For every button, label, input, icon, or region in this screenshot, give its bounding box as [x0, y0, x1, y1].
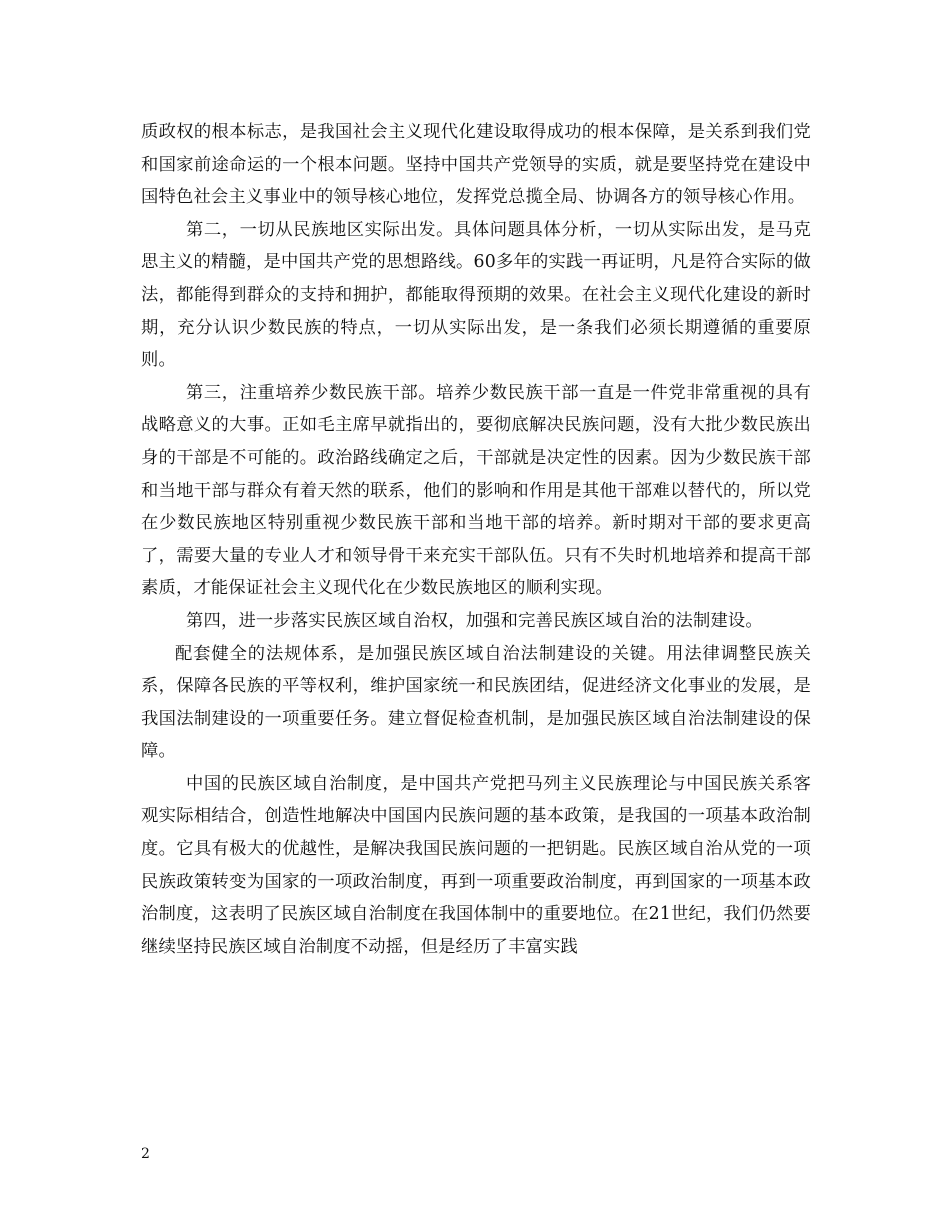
paragraph-point-four: 第四，进一步落实民族区域自治权，加强和完善民族区域自治的法制建设。	[186, 610, 763, 631]
paragraph-point-three: 第三，注重培养少数民族干部。培养少数民族干部一直是一件党非常重视的具有战略意义的大事。正如毛主席早就指出的，要彻底解决民族问题，没有大批少数民族出身的干部是不可能的。政治路线确定之后，干部就是决定性的因素。因为少数民族干部和当地干部与群众有着天然的联系，他们的影响和作用是其他干部难以替代的，所以党在少数民族地区特别重视少数民族干部和当地干部的培养。新时期对干部的要求更高了，需要大量的专业人才和领导骨干来充实干部队伍。只有不失时机地培养和提高干部素质，才能保证社会主义现代化在少数民族地区的顺利实现。	[141, 382, 811, 599]
page-number: 2	[141, 1146, 150, 1162]
paragraph-continuation: 质政权的根本标志，是我国社会主义现代化建设取得成功的根本保障，是关系到我们党和国家前途命运的一个根本问题。坚持中国共产党领导的实质，就是要坚持党在建设中国特色社会主义事业中的领导核心地位，发挥党总揽全局、协调各方的领导核心作用。	[141, 122, 811, 208]
paragraph-regional-autonomy: 中国的民族区域自治制度，是中国共产党把马列主义民族理论与中国民族关系客观实际相结合，创造性地解决中国国内民族问题的基本政策，是我国的一项基本政治制度。它具有极大的优越性，是解决我国民族问题的一把钥匙。民族区域自治从党的一项民族政策转变为国家的一项政治制度，再到一项重要政治制度，再到国家的一项基本政治制度，这表明了民族区域自治制度在我国体制中的重要地位。在21世纪，我们仍然要继续坚持民族区域自治制度不动摇，但是经历了丰富实践	[141, 773, 811, 957]
paragraph-legal-system: 配套健全的法规体系，是加强民族区域自治法制建设的关键。用法律调整民族关系，保障各民族的平等权利，维护国家统一和民族团结，促进经济文化事业的发展，是我国法制建设的一项重要任务。建立督促检查机制，是加强民族区域自治法制建设的保障。	[141, 643, 811, 762]
paragraph-point-two: 第二，一切从民族地区实际出发。具体问题具体分析，一切从实际出发，是马克思主义的精髓，是中国共产党的思想路线。60多年的实践一再证明，凡是符合实际的做法，都能得到群众的支持和拥护，都能取得预期的效果。在社会主义现代化建设的新时期，充分认识少数民族的特点，一切从实际出发，是一条我们必须长期遵循的重要原则。	[141, 219, 811, 371]
body-text	[141, 116, 811, 963]
